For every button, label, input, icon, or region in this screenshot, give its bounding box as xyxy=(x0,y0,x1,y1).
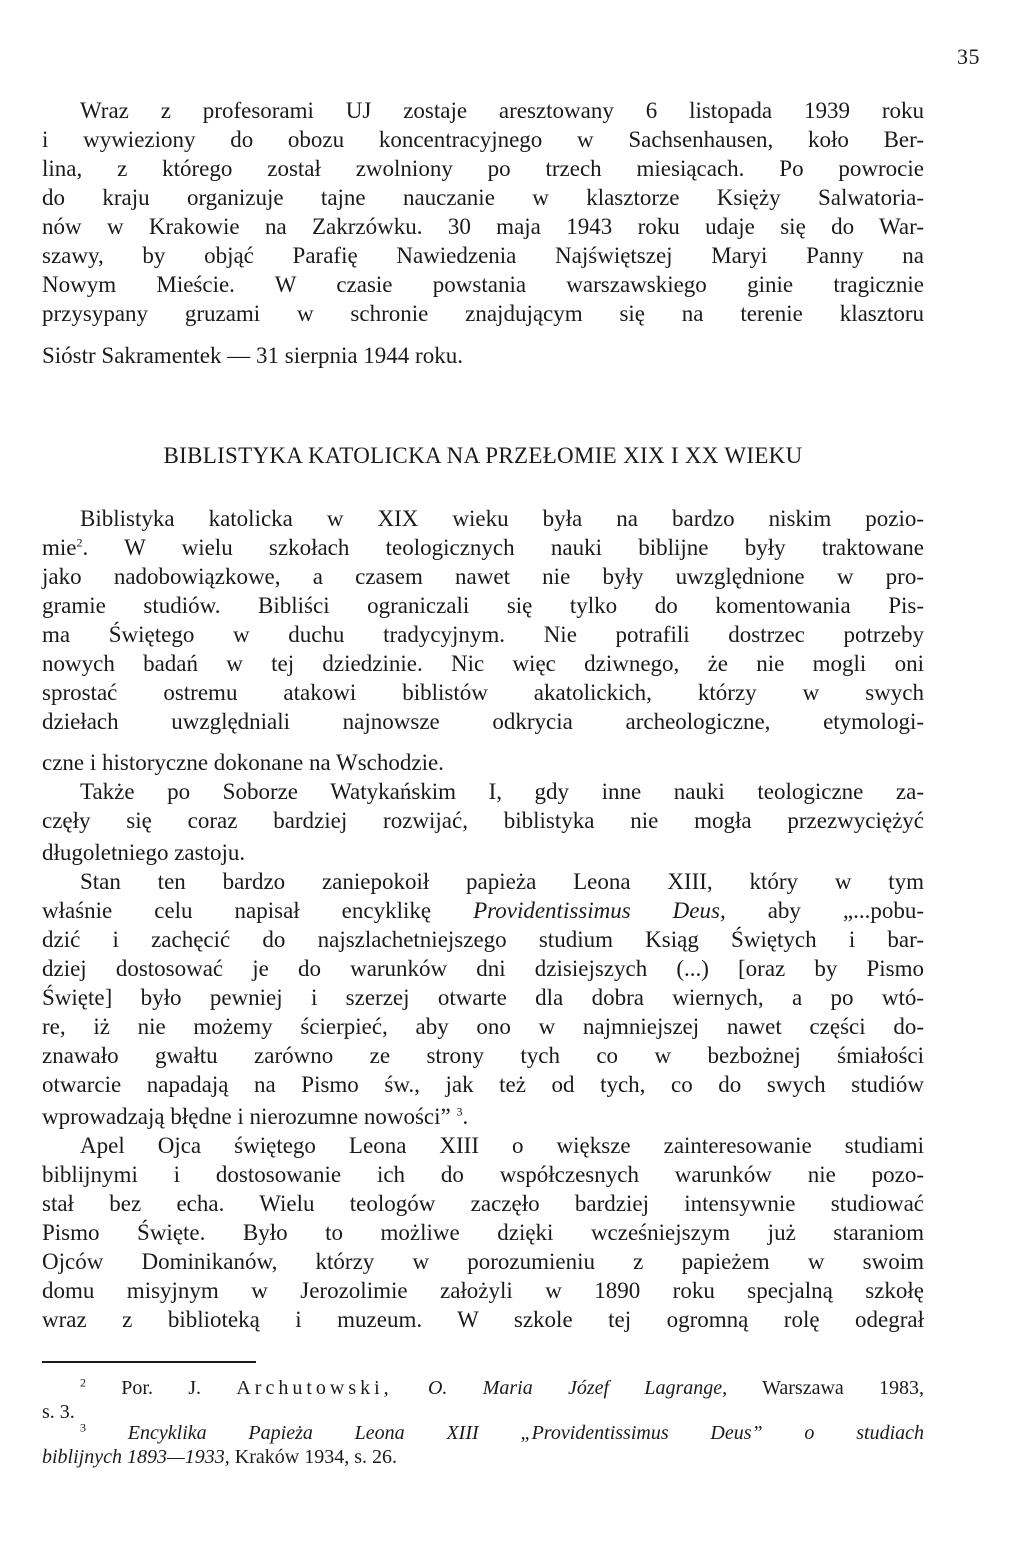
text-line: dziej dostosować je do warunków dni dzisiejszych (...) [oraz by Pismo xyxy=(42,956,924,981)
text-line: Wraz z profesorami UJ zostaje aresztowany 6 listopada 1939 roku xyxy=(80,98,924,123)
work-title: O. Maria Józef Lagrange, xyxy=(427,1377,728,1399)
text-line: Święte] było pewniej i szerzej otwarte dla dobra wiernych, a po wtó- xyxy=(42,985,924,1010)
text-line: stał bez echa. Wielu teologów zaczęło bardziej intensywnie studiować xyxy=(42,1191,924,1216)
text-line: długoletniego zastoju. xyxy=(42,840,246,865)
work-title: o studiach xyxy=(762,1422,925,1444)
text-fragment: Warszawa 1983, xyxy=(762,1377,925,1399)
text-line: Nowym Mieście. W czasie powstania warszawskiego ginie tragicznie xyxy=(42,272,924,297)
footnote-ref: 2 xyxy=(76,535,83,550)
text-line: częły się coraz bardziej rozwijać, biblistyka nie mogła przezwyciężyć xyxy=(42,808,924,833)
text-line: Apel Ojca świętego Leona XIII o większe zainteresowanie studiami xyxy=(80,1133,924,1158)
page-number: 35 xyxy=(957,44,980,69)
footnote-marker: 2 xyxy=(80,1375,86,1390)
text-fragment: . W wielu szkołach teologicznych nauki biblijne były traktowane xyxy=(82,535,924,560)
text-line xyxy=(42,896,924,925)
work-title: „Providentissimus Deus” xyxy=(520,1422,763,1444)
section-heading: BIBLISTYKA KATOLICKA NA PRZEŁOMIE XIX I XX WIEKU xyxy=(163,443,803,468)
text-line: otwarcie napadają na Pismo św., jak też od tych, co do swych studiów xyxy=(42,1072,924,1097)
text-fragment: Kraków 1934, s. 26. xyxy=(229,1446,397,1468)
text-line: przysypany gruzami w schronie znajdującym się na terenie klasztoru xyxy=(42,301,924,326)
text-line: dziełach uwzględniali najnowsze odkrycia archeologiczne, etymologi- xyxy=(42,709,924,734)
work-title: Encyklika Papieża Leona XIII xyxy=(127,1422,521,1444)
text-line: Sióstr Sakramentek — 31 sierpnia 1944 roku. xyxy=(42,343,463,368)
footnote-continuation xyxy=(42,1445,924,1469)
text-line: znawało gwałtu zarówno ze strony tych co w bezbożnej śmiałości xyxy=(42,1043,924,1068)
text-line: Pismo Święte. Było to możliwe dzięki wcześniejszym już staraniom xyxy=(42,1220,924,1245)
footnote-continuation: s. 3. xyxy=(42,1401,75,1423)
work-title: biblijnych 1893—1933, xyxy=(42,1446,230,1468)
text-line: domu misyjnym w Jerozolimie założyli w 1890 roku specjalną szkołę xyxy=(42,1278,924,1303)
text-line: jako nadobowiązkowe, a czasem nawet nie były uwzględnione w pro- xyxy=(42,564,924,589)
text-line xyxy=(42,1102,924,1131)
text-line: Ojców Dominikanów, którzy w porozumieniu z papieżem w swoim xyxy=(42,1249,924,1274)
text-line: re, iż nie możemy ścierpieć, aby ono w najmniejszej nawet części do- xyxy=(42,1014,924,1039)
text-line: Biblistyka katolicka w XIX wieku była na bardzo niskim pozio- xyxy=(80,506,924,531)
text-line: Stan ten bardzo zaniepokoił papieża Leona XIII, który w tym xyxy=(80,869,924,894)
text-line: i wywieziony do obozu koncentracyjnego w Sachsenhausen, koło Ber- xyxy=(42,127,924,152)
text-line: gramie studiów. Bibliści ograniczali się tylko do komentowania Pis- xyxy=(42,593,924,618)
text-line: ma Świętego w duchu tradycyjnym. Nie potrafili dostrzec potrzeby xyxy=(42,622,924,647)
author-name: Archutowski, xyxy=(236,1377,393,1399)
text-line: nowych badań w tej dziedzinie. Nic więc dziwnego, że nie mogli oni xyxy=(42,651,924,676)
text-fragment: właśnie celu napisał encyklikę xyxy=(42,898,474,923)
text-fragment: wprowadzają błędne i nierozumne nowości” xyxy=(42,1104,451,1129)
footnote-text xyxy=(80,1422,520,1444)
footnote-separator xyxy=(42,1361,256,1363)
footnote-marker: 3 xyxy=(80,1420,86,1435)
text-fragment: Por. J. xyxy=(121,1377,237,1399)
text-fragment: mie xyxy=(42,535,77,560)
text-line: Także po Soborze Watykańskim I, gdy inne nauki teologiczne za- xyxy=(80,779,924,804)
text-line: lina, z którego został zwolniony po trzech miesiącach. Po powrocie xyxy=(42,156,924,181)
footnote-text xyxy=(80,1377,393,1399)
text-line: nów w Krakowie na Zakrzówku. 30 maja 1943 roku udaje się do War- xyxy=(42,214,924,239)
text-fragment: . xyxy=(462,1104,469,1129)
footnote-3 xyxy=(80,1421,924,1445)
text-line xyxy=(42,533,924,562)
footnote-ref: 3 xyxy=(456,1104,463,1119)
text-line: wraz z biblioteką i muzeum. W szkole tej ogromną rolę odegrał xyxy=(42,1307,924,1332)
text-fragment: aby „...pobu- xyxy=(725,898,925,923)
footnote-2 xyxy=(80,1376,924,1400)
text-line: biblijnymi i dostosowanie ich do współczesnych warunków nie pozo- xyxy=(42,1162,924,1187)
text-line: szawy, by objąć Parafię Nawiedzenia Najświętszej Maryi Panny na xyxy=(42,243,924,268)
text-line: dzić i zachęcić do najszlachetniejszego studium Ksiąg Świętych i bar- xyxy=(42,927,924,952)
text-line: do kraju organizuje tajne nauczanie w klasztorze Księży Salwatoria- xyxy=(42,185,924,210)
text-line: sprostać ostremu atakowi biblistów akatolickich, którzy w swych xyxy=(42,680,924,705)
encyclical-title: Providentissimus Deus, xyxy=(473,898,726,923)
text-line: czne i historyczne dokonane na Wschodzie. xyxy=(42,750,444,775)
